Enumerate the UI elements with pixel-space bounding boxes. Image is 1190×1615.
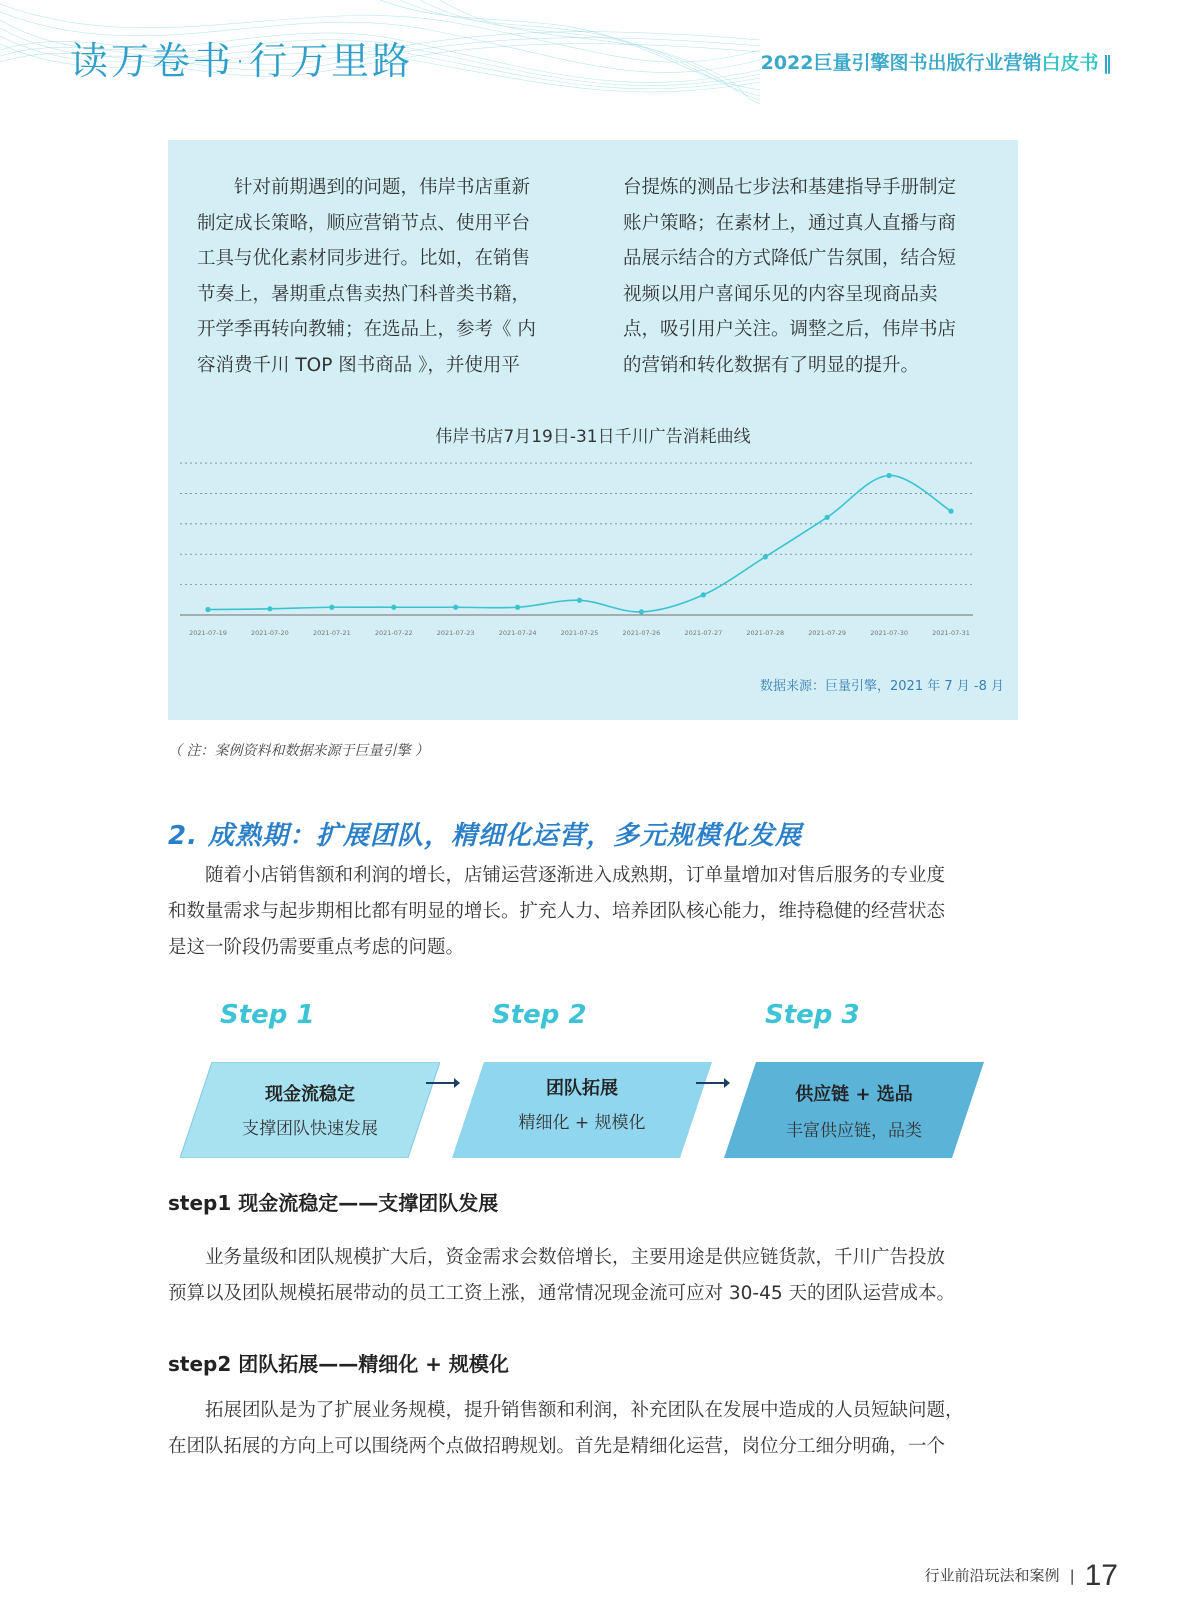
chart-x-tick-label: 2021-07-24 — [498, 629, 537, 637]
chart-x-tick-label: 2021-07-29 — [808, 629, 847, 637]
arrow-right-icon — [694, 1075, 730, 1091]
header-right-highlight: 白皮书 — [1041, 52, 1099, 74]
chart-point — [825, 515, 830, 520]
case-right-line: 账户策略；在素材上，通过真人直播与商 — [623, 212, 957, 234]
step-1-box — [180, 1062, 440, 1158]
page-number: 17 — [1084, 1559, 1118, 1592]
chart-point — [639, 609, 644, 614]
chart-x-tick-label: 2021-07-30 — [870, 629, 908, 637]
chart-point — [267, 606, 272, 611]
step-1-desc: 支撑团队快速发展 — [242, 1119, 378, 1139]
chart-x-tick-label: 2021-07-26 — [622, 629, 661, 637]
step2-line: 在团队拓展的方向上可以围绕两个点做招聘规划。首先是精细化运营，岗位分工细分明确，一个 — [168, 1436, 946, 1457]
chart-x-tick-label: 2021-07-25 — [560, 629, 599, 637]
header-left-title: 读万卷书·行万里路 — [70, 39, 414, 83]
chart-x-tick-label: 2021-07-27 — [684, 629, 723, 637]
step-2-title: 团队拓展 — [546, 1078, 618, 1099]
header-right-prefix: 2022巨量引擎图书出版行业营销 — [760, 52, 1042, 74]
step-2-desc: 精细化 + 规模化 — [518, 1113, 646, 1133]
step1-line: 业务量级和团队规模扩大后，资金需求会数倍增长，主要用途是供应链货款，千川广告投放 — [205, 1247, 946, 1268]
chart-x-tick-label: 2021-07-31 — [932, 629, 970, 637]
chart-x-tick-label: 2021-07-21 — [312, 629, 351, 637]
step-3-shape — [724, 1062, 984, 1158]
chart-x-tick-label: 2021-07-22 — [374, 629, 413, 637]
step2-paragraph — [168, 1393, 1024, 1465]
case-right-line: 品展示结合的方式降低广告氛围，结合短 — [623, 248, 957, 269]
step-3-desc: 丰富供应链，品类 — [786, 1121, 922, 1141]
chart-point — [453, 605, 458, 610]
chart-series-line — [208, 475, 951, 611]
arrow-right-icon — [424, 1075, 460, 1091]
chart-x-tick-label: 2021-07-20 — [251, 629, 289, 637]
step1-heading: step1 现金流稳定——支撑团队发展 — [168, 1191, 499, 1215]
step-3-label: Step 3 — [765, 1000, 860, 1030]
case-left-line: 制定成长策略，顺应营销节点、使用平台 — [197, 212, 531, 234]
case-left-line: 开学季再转向教辅；在选品上，参考《 内 — [197, 319, 536, 340]
chart-point — [515, 605, 520, 610]
header-right-title — [761, 48, 1110, 75]
chart-x-tick-label: 2021-07-23 — [436, 629, 475, 637]
data-source-note: 数据来源：巨量引擎，2021 年 7 月 -8 月 — [760, 679, 1004, 694]
intro-line: 随着小店销售额和利润的增长，店铺运营逐渐进入成熟期，订单量增加对售后服务的专业度 — [205, 865, 946, 886]
case-footnote: （ 注：案例资料和数据来源于巨量引擎 ） — [168, 743, 429, 759]
step-3-title: 供应链 + 选品 — [795, 1084, 913, 1105]
chart-point — [577, 598, 582, 603]
chart-point — [205, 607, 210, 612]
step2-line: 拓展团队是为了扩展业务规模，提升销售额和利润，补充团队在发展中造成的人员短缺问题， — [205, 1400, 964, 1421]
step-2-label: Step 2 — [492, 1000, 587, 1030]
intro-line: 是这一阶段仍需要重点考虑的问题。 — [168, 937, 465, 958]
case-left-line: 针对前期遇到的问题，伟岸书店重新 — [234, 177, 531, 198]
step1-paragraph — [168, 1240, 1024, 1312]
case-text-left-column — [197, 170, 567, 383]
section-heading: 2. 成熟期：扩展团队，精细化运营，多元规模化发展 — [168, 821, 803, 851]
step-1-label: Step 1 — [220, 1000, 315, 1030]
chart-x-tick-label: 2021-07-19 — [189, 629, 227, 637]
intro-line: 和数量需求与起步期相比都有明显的增长。扩充人力、培养团队核心能力，维持稳健的经营状态 — [168, 901, 946, 922]
case-right-line: 点，吸引用户关注。调整之后，伟岸书店 — [623, 319, 957, 340]
case-right-line: 的营销和转化数据有了明显的提升。 — [623, 354, 920, 376]
chart-point — [763, 554, 768, 559]
header-right-bars: ‖ — [1102, 52, 1110, 74]
step1-line: 预算以及团队规模拓展带动的员工工资上涨，通常情况现金流可应对 30-45 天的团队运营成本。 — [168, 1283, 956, 1304]
chart-point — [948, 509, 953, 514]
case-left-line: 节奏上，暑期重点售卖热门科普类书籍， — [197, 283, 531, 305]
step2-heading: step2 团队拓展——精细化 + 规模化 — [168, 1352, 509, 1376]
case-left-line: 容消费千川 TOP 图书商品 》，并使用平 — [197, 354, 520, 376]
steps-flow-diagram — [180, 1000, 1010, 1170]
chart-point — [329, 605, 334, 610]
chart-point — [701, 592, 706, 597]
footer-section-title: 行业前沿玩法和案例 — [924, 1566, 1060, 1585]
case-right-line: 视频以用户喜闻乐见的内容呈现商品卖 — [623, 283, 938, 305]
chart-x-tick-label: 2021-07-28 — [746, 629, 785, 637]
page-footer — [925, 1559, 1118, 1593]
chart-point — [391, 605, 396, 610]
step-1-title: 现金流稳定 — [265, 1084, 355, 1105]
case-text-right-column — [623, 170, 993, 383]
intro-paragraph — [168, 858, 1024, 966]
chart-title: 伟岸书店7月19日-31日千川广告消耗曲线 — [435, 427, 751, 447]
case-right-line: 台提炼的测品七步法和基建指导手册制定 — [623, 177, 957, 198]
case-left-line: 工具与优化素材同步进行。比如，在销售 — [197, 248, 531, 269]
case-study-box — [168, 140, 1018, 720]
step-3-box — [724, 1062, 984, 1158]
ad-spend-line-chart — [168, 440, 1018, 650]
step-2-box — [452, 1062, 712, 1158]
step-1-shape — [180, 1062, 440, 1158]
chart-point — [886, 473, 891, 478]
footer-separator: | — [1069, 1566, 1075, 1585]
